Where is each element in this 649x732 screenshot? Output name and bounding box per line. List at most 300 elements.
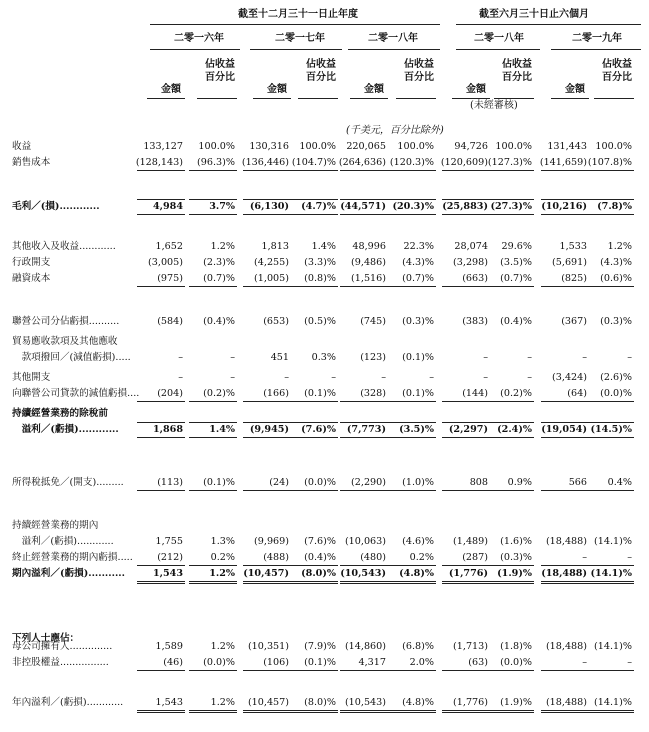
amount-cell: 1,755 <box>155 536 183 547</box>
pct-cell: 0.3% <box>311 352 336 363</box>
row-label: 母公司擁有人.............. <box>12 641 113 652</box>
pct-cell: 0.9% <box>507 477 532 488</box>
total-rule <box>586 581 634 582</box>
total-rule <box>442 670 490 671</box>
pct-cell: (0.0)% <box>304 477 336 488</box>
row-label: 銷售成本 <box>12 157 51 168</box>
pct-heading-line1: 佔收益 <box>404 59 434 70</box>
total-rule <box>290 437 338 438</box>
row-label: 持續經營業務的除稅前 <box>12 408 108 419</box>
total-rule <box>137 214 185 215</box>
total-rule <box>486 710 534 711</box>
pct-heading-rule <box>298 98 338 99</box>
total-rule <box>442 214 490 215</box>
pct-cell: (0.4)% <box>203 316 235 327</box>
row-label: 聯營公司分佔虧損.......... <box>12 316 120 327</box>
pct-heading-line2: 百分比 <box>502 72 532 83</box>
total-rule <box>442 422 490 423</box>
amount-cell: (44,571) <box>340 201 386 212</box>
pct-cell: (0.1)% <box>304 657 336 668</box>
total-rule <box>388 565 436 566</box>
pct-cell: (0.3)% <box>600 316 632 327</box>
pct-cell: (3.5)% <box>500 257 532 268</box>
amount-cell: 1,543 <box>152 568 183 579</box>
pct-cell: (3.3)% <box>304 257 336 268</box>
amount-heading-rule <box>350 98 388 99</box>
amount-cell: (480) <box>360 552 386 563</box>
total-rule <box>189 490 237 491</box>
pct-cell: (14.5)% <box>590 424 632 435</box>
row-label: 其他開支 <box>12 372 51 383</box>
pct-cell: (2.6)% <box>600 372 632 383</box>
total-rule <box>243 437 291 438</box>
row-label: 貿易應收款項及其他應收 <box>12 336 118 347</box>
total-rule <box>137 490 185 491</box>
amount-cell: 133,127 <box>143 141 183 152</box>
amount-cell: (975) <box>157 273 183 284</box>
table-row <box>0 552 649 564</box>
total-rule <box>388 170 436 171</box>
amount-cell: 220,065 <box>346 141 386 152</box>
total-rule <box>243 565 291 566</box>
pct-cell: (96.3)% <box>197 157 235 168</box>
pct-cell: (4.8)% <box>399 568 434 579</box>
table-row <box>0 316 649 328</box>
amount-heading-rule <box>147 98 185 99</box>
amount-cell: – <box>483 352 488 363</box>
amount-heading: 金額 <box>565 84 585 95</box>
amount-cell: – <box>483 372 488 383</box>
row-label: 行政開支 <box>12 257 51 268</box>
row-label: 收益 <box>12 141 32 152</box>
amount-cell: 1,868 <box>152 424 183 435</box>
pct-heading-rule <box>594 98 634 99</box>
total-rule <box>137 583 185 584</box>
amount-cell: (287) <box>462 552 488 563</box>
total-rule <box>189 401 237 402</box>
header-year-rule <box>150 24 440 25</box>
pct-cell: – <box>627 657 632 668</box>
total-rule <box>243 710 291 711</box>
amount-cell: 4,317 <box>358 657 386 668</box>
amount-cell: 1,652 <box>155 241 183 252</box>
total-rule <box>243 670 291 671</box>
pct-cell: (120.3)% <box>389 157 434 168</box>
total-rule <box>189 286 237 287</box>
table-row <box>0 408 649 420</box>
amount-cell: 130,316 <box>249 141 289 152</box>
total-rule <box>340 581 388 582</box>
total-rule <box>340 490 388 491</box>
row-label: 款項撥回／(減值虧損)..... <box>12 352 131 363</box>
total-rule <box>388 422 436 423</box>
pct-cell: 100.0% <box>198 141 235 152</box>
total-rule <box>541 670 589 671</box>
pct-cell: (1.8)% <box>500 641 532 652</box>
pct-cell: (6.8)% <box>402 641 434 652</box>
amount-cell: (141,659) <box>539 157 587 168</box>
total-rule <box>137 401 185 402</box>
pct-cell: 1.2% <box>209 568 235 579</box>
total-rule <box>137 712 185 713</box>
period-rule <box>150 49 240 50</box>
amount-cell: (653) <box>263 316 289 327</box>
amount-cell: 94,726 <box>454 141 488 152</box>
total-rule <box>442 565 490 566</box>
total-rule <box>388 583 436 584</box>
total-rule <box>541 170 589 171</box>
total-rule <box>486 422 534 423</box>
total-rule <box>541 581 589 582</box>
table-row <box>0 424 649 436</box>
period-rule <box>348 49 440 50</box>
amount-cell: (1,516) <box>351 273 386 284</box>
total-rule <box>340 214 388 215</box>
total-rule <box>189 565 237 566</box>
total-rule <box>586 422 634 423</box>
pct-cell: (27.3)% <box>490 201 532 212</box>
total-rule <box>586 670 634 671</box>
amount-cell: (18,488) <box>545 536 587 547</box>
amount-cell: (1,005) <box>254 273 289 284</box>
pct-heading-rule <box>494 98 534 99</box>
amount-cell: (106) <box>263 657 289 668</box>
total-rule <box>189 437 237 438</box>
pct-cell: (7.6)% <box>304 536 336 547</box>
amount-cell: (18,488) <box>545 697 587 708</box>
table-row <box>0 336 649 348</box>
total-rule <box>486 581 534 582</box>
amount-cell: 1,533 <box>559 241 587 252</box>
total-rule <box>541 712 589 713</box>
total-rule <box>137 670 185 671</box>
total-rule <box>486 583 534 584</box>
row-label: 其他收入及收益............ <box>12 241 116 252</box>
total-rule <box>541 583 589 584</box>
total-rule <box>541 401 589 402</box>
amount-cell: (2,297) <box>448 424 488 435</box>
total-rule <box>586 710 634 711</box>
amount-cell: (10,063) <box>344 536 386 547</box>
total-rule <box>340 199 388 200</box>
total-rule <box>137 286 185 287</box>
table-row <box>0 697 649 709</box>
amount-cell: 4,984 <box>152 201 183 212</box>
pct-heading-line1: 佔收益 <box>602 59 632 70</box>
amount-cell: 131,443 <box>547 141 587 152</box>
amount-cell: (1,489) <box>453 536 488 547</box>
amount-cell: (10,351) <box>247 641 289 652</box>
pct-cell: 1.4% <box>209 424 235 435</box>
pct-cell: 1.2% <box>607 241 632 252</box>
amount-cell: (264,636) <box>338 157 386 168</box>
amount-heading-rule <box>452 98 490 99</box>
pct-heading-line2: 百分比 <box>205 72 235 83</box>
row-label: 溢利／(虧損)............ <box>12 536 114 547</box>
total-rule <box>340 583 388 584</box>
pct-cell: (0.2)% <box>203 388 235 399</box>
row-label: 終止經營業務的期內虧損..... <box>12 552 133 563</box>
period-heading: 二零一八年 <box>474 33 524 44</box>
amount-heading: 金額 <box>364 84 384 95</box>
pct-cell: 2.0% <box>409 657 434 668</box>
header-half-rule <box>456 24 641 25</box>
pct-cell: (0.3)% <box>500 552 532 563</box>
table-row <box>0 141 649 153</box>
table-row <box>0 157 649 169</box>
pct-heading-rule <box>197 98 237 99</box>
total-rule <box>442 286 490 287</box>
table-row <box>0 536 649 548</box>
total-rule <box>290 581 338 582</box>
pct-cell: 100.0% <box>397 141 434 152</box>
total-rule <box>541 710 589 711</box>
amount-cell: (367) <box>561 316 587 327</box>
row-label: 毛利／(損)............ <box>12 201 100 212</box>
total-rule <box>189 214 237 215</box>
amount-cell: (6,130) <box>249 201 289 212</box>
total-rule <box>586 583 634 584</box>
table-row <box>0 352 649 364</box>
total-rule <box>586 565 634 566</box>
total-rule <box>442 199 490 200</box>
amount-cell: (383) <box>462 316 488 327</box>
header-year-group: 截至十二月三十一日止年度 <box>238 9 358 20</box>
total-rule <box>189 583 237 584</box>
period-rule <box>250 49 342 50</box>
total-rule <box>388 670 436 671</box>
pct-cell: (0.5)% <box>304 316 336 327</box>
total-rule <box>586 286 634 287</box>
pct-cell: (0.7)% <box>402 273 434 284</box>
amount-cell: – <box>582 657 587 668</box>
total-rule <box>189 422 237 423</box>
pct-cell: 100.0% <box>299 141 336 152</box>
pct-cell: (4.7)% <box>301 201 336 212</box>
total-rule <box>243 170 291 171</box>
amount-heading: 金額 <box>267 84 287 95</box>
table-row <box>0 657 649 669</box>
pct-cell: – <box>230 352 235 363</box>
amount-cell: (10,543) <box>340 568 386 579</box>
row-label: 年內溢利／(虧損)............ <box>12 697 124 708</box>
amount-cell: (488) <box>263 552 289 563</box>
amount-cell: (25,883) <box>442 201 488 212</box>
amount-cell: (166) <box>263 388 289 399</box>
total-rule <box>388 401 436 402</box>
pct-cell: 0.4% <box>607 477 632 488</box>
pct-cell: (0.0)% <box>600 388 632 399</box>
amount-cell: (120,609) <box>440 157 488 168</box>
pct-cell: 0.2% <box>210 552 235 563</box>
total-rule <box>388 199 436 200</box>
amount-cell: 1,543 <box>155 697 183 708</box>
pct-cell: (107.8)% <box>587 157 632 168</box>
pct-cell: (8.0)% <box>301 568 336 579</box>
period-heading: 二零一六年 <box>174 33 224 44</box>
total-rule <box>137 581 185 582</box>
amount-cell: 808 <box>469 477 488 488</box>
period-rule <box>456 49 540 50</box>
amount-cell: (1,776) <box>453 697 488 708</box>
pct-heading-line1: 佔收益 <box>306 59 336 70</box>
total-rule <box>340 170 388 171</box>
total-rule <box>340 286 388 287</box>
pct-cell: (0.6)% <box>600 273 632 284</box>
pct-cell: 29.6% <box>501 241 532 252</box>
total-rule <box>290 712 338 713</box>
pct-cell: – <box>331 372 336 383</box>
amount-cell: – <box>284 372 289 383</box>
total-rule <box>290 199 338 200</box>
amount-cell: (663) <box>462 273 488 284</box>
amount-heading-rule <box>551 98 589 99</box>
amount-cell: (18,488) <box>541 568 587 579</box>
total-rule <box>137 565 185 566</box>
amount-cell: 48,996 <box>352 241 386 252</box>
total-rule <box>290 286 338 287</box>
total-rule <box>442 712 490 713</box>
pct-heading-rule <box>396 98 436 99</box>
total-rule <box>137 170 185 171</box>
amount-cell: (4,255) <box>254 257 289 268</box>
pct-cell: (2.3)% <box>203 257 235 268</box>
total-rule <box>137 437 185 438</box>
amount-cell: (745) <box>360 316 386 327</box>
total-rule <box>486 490 534 491</box>
amount-cell: – <box>178 352 183 363</box>
amount-cell: (128,143) <box>135 157 183 168</box>
amount-cell: (136,446) <box>241 157 289 168</box>
pct-cell: (2.4)% <box>497 424 532 435</box>
amount-cell: (9,969) <box>254 536 289 547</box>
total-rule <box>486 286 534 287</box>
pct-cell: (7.6)% <box>301 424 336 435</box>
total-rule <box>137 199 185 200</box>
total-rule <box>243 581 291 582</box>
total-rule <box>388 490 436 491</box>
pct-cell: (14.1)% <box>594 697 632 708</box>
total-rule <box>541 422 589 423</box>
amount-cell: (825) <box>561 273 587 284</box>
pct-cell: (0.1)% <box>304 388 336 399</box>
amount-cell: (2,290) <box>351 477 386 488</box>
pct-cell: 1.4% <box>311 241 336 252</box>
unit-note: (千美元，百分比除外) <box>346 125 444 136</box>
pct-cell: 100.0% <box>495 141 532 152</box>
table-row <box>0 257 649 269</box>
section-attributable: 下列人士應佔： <box>12 633 80 644</box>
total-rule <box>586 170 634 171</box>
table-row <box>0 273 649 285</box>
pct-cell: (0.7)% <box>203 273 235 284</box>
total-rule <box>243 712 291 713</box>
pct-cell: (4.3)% <box>600 257 632 268</box>
pct-cell: – <box>627 552 632 563</box>
total-rule <box>340 437 388 438</box>
row-label: 期內溢利／(虧損)........... <box>12 568 125 579</box>
pct-cell: (0.4)% <box>304 552 336 563</box>
pct-cell: (1.9)% <box>497 568 532 579</box>
total-rule <box>442 710 490 711</box>
total-rule <box>388 710 436 711</box>
amount-cell: (63) <box>468 657 488 668</box>
total-rule <box>541 286 589 287</box>
pct-cell: (1.0)% <box>402 477 434 488</box>
period-heading: 二零一八年 <box>368 33 418 44</box>
amount-cell: 28,074 <box>454 241 488 252</box>
pct-heading-line2: 百分比 <box>306 72 336 83</box>
total-rule <box>243 199 291 200</box>
pct-cell: (20.3)% <box>392 201 434 212</box>
total-rule <box>189 581 237 582</box>
pct-cell: (14.1)% <box>594 641 632 652</box>
total-rule <box>340 670 388 671</box>
amount-cell: (10,216) <box>541 201 587 212</box>
amount-cell: (24) <box>269 477 289 488</box>
pct-cell: (0.0)% <box>500 657 532 668</box>
pct-cell: 22.3% <box>403 241 434 252</box>
amount-cell: 451 <box>270 352 289 363</box>
amount-cell: – <box>582 552 587 563</box>
amount-cell: (46) <box>163 657 183 668</box>
pct-heading-line2: 百分比 <box>602 72 632 83</box>
total-rule <box>442 170 490 171</box>
period-rule <box>551 49 641 50</box>
pct-cell: (4.6)% <box>402 536 434 547</box>
amount-cell: (3,298) <box>453 257 488 268</box>
total-rule <box>290 214 338 215</box>
total-rule <box>340 422 388 423</box>
amount-cell: (7,773) <box>346 424 386 435</box>
pct-cell: – <box>230 372 235 383</box>
total-rule <box>137 422 185 423</box>
total-rule <box>290 170 338 171</box>
total-rule <box>243 401 291 402</box>
pct-cell: (0.2)% <box>500 388 532 399</box>
total-rule <box>243 286 291 287</box>
pct-cell: (0.1)% <box>402 352 434 363</box>
amount-cell: (328) <box>360 388 386 399</box>
total-rule <box>586 490 634 491</box>
pct-cell: (14.1)% <box>590 568 632 579</box>
amount-cell: (123) <box>360 352 386 363</box>
amount-heading: 金額 <box>161 84 181 95</box>
total-rule <box>586 199 634 200</box>
total-rule <box>486 170 534 171</box>
total-rule <box>290 670 338 671</box>
amount-cell: (64) <box>567 388 587 399</box>
pct-heading-line1: 佔收益 <box>502 59 532 70</box>
header-half-group: 截至六月三十日止六個月 <box>479 9 589 20</box>
pct-cell: 3.7% <box>209 201 235 212</box>
amount-cell: (9,945) <box>249 424 289 435</box>
total-rule <box>541 490 589 491</box>
total-rule <box>442 401 490 402</box>
total-rule <box>486 670 534 671</box>
total-rule <box>486 712 534 713</box>
amount-cell: (1,713) <box>453 641 488 652</box>
pct-cell: (0.4)% <box>500 316 532 327</box>
pct-cell: 100.0% <box>595 141 632 152</box>
total-rule <box>586 401 634 402</box>
pct-cell: – <box>627 352 632 363</box>
pct-cell: 0.2% <box>409 552 434 563</box>
total-rule <box>290 401 338 402</box>
total-rule <box>388 581 436 582</box>
amount-cell: (14,860) <box>344 641 386 652</box>
row-label: 所得稅抵免／(開支)......... <box>12 477 124 488</box>
